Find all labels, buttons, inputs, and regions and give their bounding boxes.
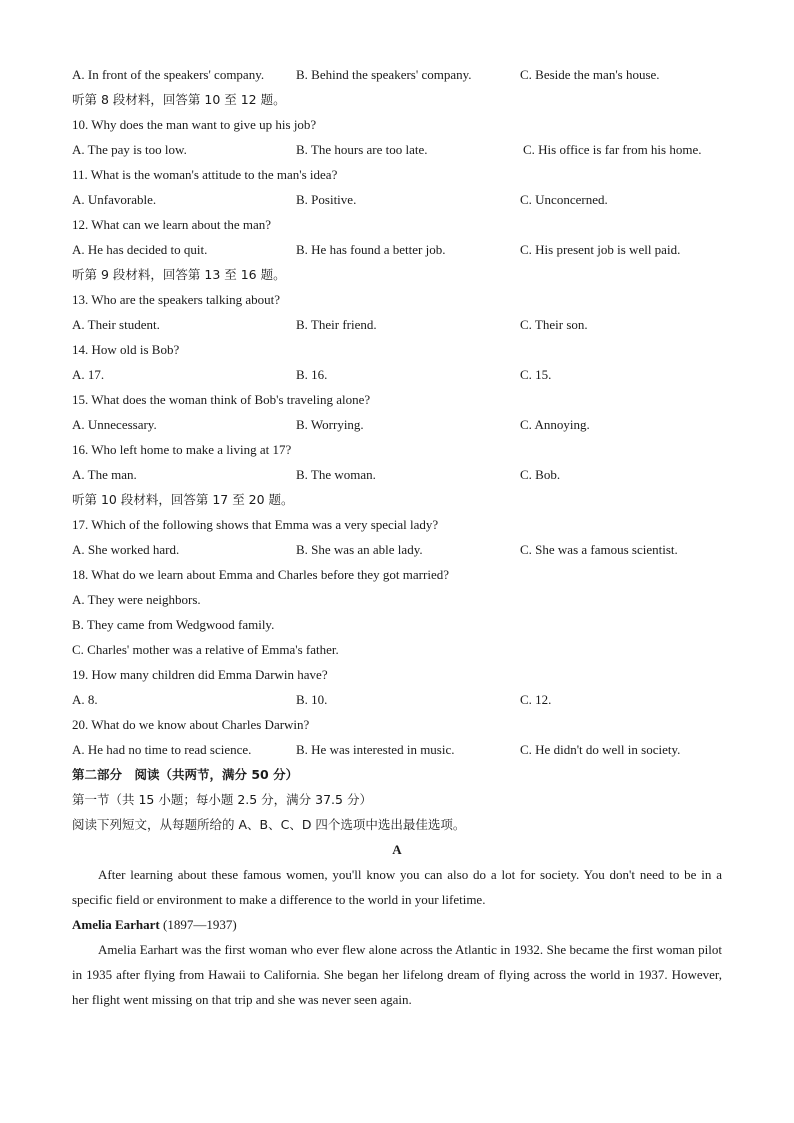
section-8-instruction: 听第 8 段材料，回答第 10 至 12 题。 — [72, 92, 286, 107]
q10-option-a: A. The pay is too low. — [72, 142, 187, 157]
person-years: (1897—1937) — [159, 917, 237, 932]
q16-option-a: A. The man. — [72, 467, 137, 482]
person-name: Amelia Earhart — [72, 917, 160, 932]
reading-instruction: 阅读下列短文，从每题所给的 A、B、C、D 四个选项中选出最佳选项。 — [72, 817, 466, 832]
question-11: 11. What is the woman's attitude to the man's idea? — [72, 167, 338, 182]
q20-option-b: B. He was interested in music. — [296, 742, 455, 757]
q20-options — [72, 737, 722, 762]
q10-option-c: C. His office is far from his home. — [523, 142, 702, 157]
q17-option-a: A. She worked hard. — [72, 542, 180, 557]
exam-page — [72, 62, 722, 1012]
q13-option-c: C. Their son. — [520, 317, 588, 332]
intro-paragraph: After learning about these famous women, you'll know you can also do a lot for society. You don't need to be in a specific field or environment to make a difference to the world in your lifetime. — [72, 867, 722, 907]
q14-options — [72, 362, 722, 387]
q9-options — [72, 62, 722, 87]
q10-options — [72, 137, 722, 162]
q13-option-b: B. Their friend. — [296, 317, 377, 332]
q12-option-b: B. He has found a better job. — [296, 242, 446, 257]
q14-option-b: B. 16. — [296, 367, 328, 382]
passage-letter: A — [392, 842, 402, 857]
question-20: 20. What do we know about Charles Darwin? — [72, 717, 310, 732]
section-9-instruction: 听第 9 段材料，回答第 13 至 16 题。 — [72, 267, 286, 282]
q15-options — [72, 412, 722, 437]
q15-option-b: B. Worrying. — [296, 417, 364, 432]
q18-option-b: B. They came from Wedgwood family. — [72, 617, 275, 632]
q13-option-a: A. Their student. — [72, 317, 160, 332]
q19-options — [72, 687, 722, 712]
q15-option-c: C. Annoying. — [520, 417, 590, 432]
q16-option-b: B. The woman. — [296, 467, 376, 482]
q13-options — [72, 312, 722, 337]
q10-option-b: B. The hours are too late. — [296, 142, 428, 157]
q16-options — [72, 462, 722, 487]
question-14: 14. How old is Bob? — [72, 342, 180, 357]
q14-option-a: A. 17. — [72, 367, 105, 382]
part-2-heading: 第二部分 阅读（共两节，满分 50 分） — [72, 767, 299, 782]
q9-option-a: A. In front of the speakers' company. — [72, 67, 265, 82]
question-17: 17. Which of the following shows that Emma was a very special lady? — [72, 517, 439, 532]
q15-option-a: A. Unnecessary. — [72, 417, 157, 432]
q16-option-c: C. Bob. — [520, 467, 561, 482]
question-12: 12. What can we learn about the man? — [72, 217, 272, 232]
q11-option-a: A. Unfavorable. — [72, 192, 157, 207]
q19-option-c: C. 12. — [520, 692, 552, 707]
q9-option-b: B. Behind the speakers' company. — [296, 67, 472, 82]
person-heading — [72, 912, 722, 937]
question-19: 19. How many children did Emma Darwin have? — [72, 667, 328, 682]
q18-option-a: A. They were neighbors. — [72, 592, 201, 607]
q11-option-b: B. Positive. — [296, 192, 357, 207]
question-13: 13. Who are the speakers talking about? — [72, 292, 281, 307]
q12-options — [72, 237, 722, 262]
q17-option-b: B. She was an able lady. — [296, 542, 423, 557]
q20-option-a: A. He had no time to read science. — [72, 742, 252, 757]
question-16: 16. Who left home to make a living at 17? — [72, 442, 292, 457]
question-18: 18. What do we learn about Emma and Charles before they got married? — [72, 567, 449, 582]
q14-option-c: C. 15. — [520, 367, 552, 382]
q11-options — [72, 187, 722, 212]
section-10-instruction: 听第 10 段材料，回答第 17 至 20 题。 — [72, 492, 294, 507]
question-10: 10. Why does the man want to give up his job? — [72, 117, 317, 132]
q11-option-c: C. Unconcerned. — [520, 192, 608, 207]
q9-option-c: C. Beside the man's house. — [520, 67, 660, 82]
section-1-heading: 第一节（共 15 小题；每小题 2.5 分，满分 37.5 分） — [72, 792, 372, 807]
person-bio: Amelia Earhart was the first woman who ever flew alone across the Atlantic in 1932. She became the first woman pilot in 1935 after flying from Hawaii to California. She began her lifelong dream of flying across the world in 1937. However, her flight went missing on that trip and she was never seen again. — [72, 942, 722, 1007]
q12-option-c: C. His present job is well paid. — [520, 242, 681, 257]
q17-options — [72, 537, 722, 562]
q20-option-c: C. He didn't do well in society. — [520, 742, 681, 757]
q12-option-a: A. He has decided to quit. — [72, 242, 208, 257]
q19-option-b: B. 10. — [296, 692, 328, 707]
q19-option-a: A. 8. — [72, 692, 98, 707]
question-15: 15. What does the woman think of Bob's traveling alone? — [72, 392, 371, 407]
q17-option-c: C. She was a famous scientist. — [520, 542, 678, 557]
q18-option-c: C. Charles' mother was a relative of Emma's father. — [72, 642, 339, 657]
